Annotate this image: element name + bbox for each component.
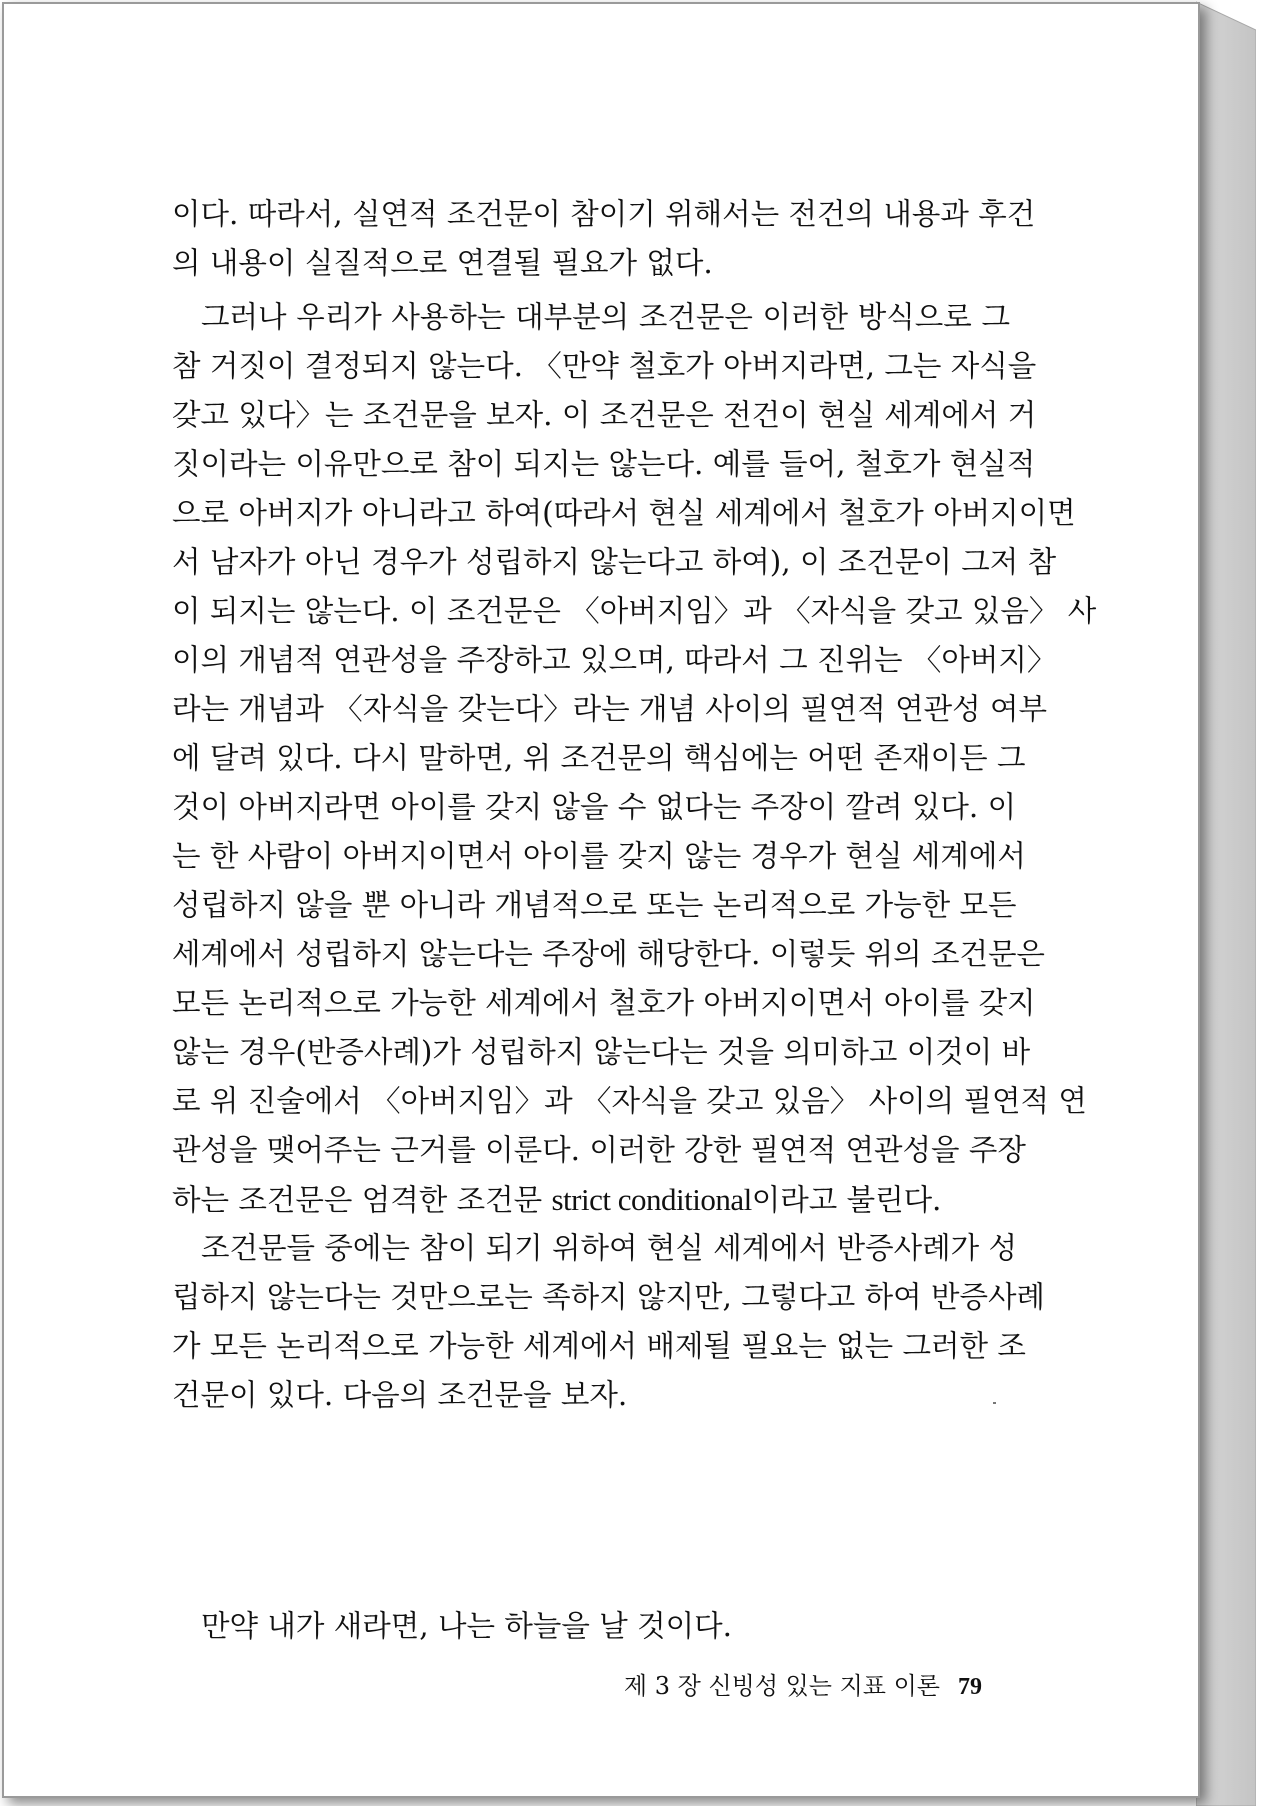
text-line: 성립하지 않을 뿐 아니라 개념적으로 또는 논리적으로 가능한 모든	[172, 888, 1017, 922]
text-line: 세계에서 성립하지 않는다는 주장에 해당한다. 이렇듯 위의 조건문은	[172, 937, 1045, 971]
text-line: 것이 아버지라면 아이를 갖지 않을 수 없다는 주장이 깔려 있다. 이	[172, 790, 1017, 824]
text-line: 조건문들 중에는 참이 되기 위하여 현실 세계에서 반증사례가 성	[201, 1231, 1017, 1265]
text-line: 립하지 않는다는 것만으로는 족하지 않지만, 그렇다고 하여 반증사례	[172, 1280, 1045, 1314]
text-line: 서 남자가 아닌 경우가 성립하지 않는다고 하여), 이 조건문이 그저 참	[172, 545, 1057, 579]
english-term: strict conditional	[551, 1182, 752, 1217]
text-line: 건문이 있다. 다음의 조건문을 보자.	[172, 1378, 628, 1412]
text-line: 관성을 맺어주는 근거를 이룬다. 이러한 강한 필연적 연관성을 주장	[172, 1133, 1026, 1167]
page-number: 79	[958, 1674, 982, 1700]
book-side-edge	[1196, 0, 1256, 1806]
example-sentence: 만약 내가 새라면, 나는 하늘을 날 것이다.	[201, 1609, 732, 1643]
text-fragment: 하는 조건문은 엄격한 조건문	[172, 1183, 552, 1217]
body-text	[172, 190, 1097, 1420]
text-line: 가 모든 논리적으로 가능한 세계에서 배제될 필요는 없는 그러한 조	[172, 1329, 1026, 1363]
text-line: 갖고 있다〉는 조건문을 보자. 이 조건문은 전건이 현실 세계에서 거	[172, 398, 1037, 432]
chapter-title: 제 3 장 신빙성 있는 지표 이론	[623, 1672, 940, 1700]
text-line: 않는 경우(반증사례)가 성립하지 않는다는 것을 의미하고 이것이 바	[172, 1035, 1031, 1069]
text-line: 그러나 우리가 사용하는 대부분의 조건문은 이러한 방식으로 그	[201, 300, 1010, 334]
paragraph-2	[172, 293, 1097, 1224]
text-line: 으로 아버지가 아니라고 하여(따라서 현실 세계에서 철호가 아버지이면	[172, 496, 1076, 530]
text-line: 에 달려 있다. 다시 말하면, 위 조건문의 핵심에는 어떤 존재이든 그	[172, 741, 1026, 775]
text-line: 는 한 사람이 아버지이면서 아이를 갖지 않는 경우가 현실 세계에서	[172, 839, 1026, 873]
book-page	[2, 2, 1200, 1798]
paragraph-3	[172, 1224, 1045, 1420]
text-line: 이의 개념적 연관성을 주장하고 있으며, 따라서 그 진위는 〈아버지〉	[172, 643, 1057, 677]
text-line: 로 위 진술에서 〈아버지임〉과 〈자식을 갖고 있음〉 사이의 필연적 연	[172, 1084, 1087, 1118]
scan-speck	[993, 1402, 996, 1404]
text-line: 참 거짓이 결정되지 않는다. 〈만약 철호가 아버지라면, 그는 자식을	[172, 349, 1037, 383]
running-footer	[612, 1666, 982, 1701]
text-line: 이 되지는 않는다. 이 조건문은 〈아버지임〉과 〈자식을 갖고 있음〉 사	[172, 594, 1097, 628]
text-line: 라는 개념과 〈자식을 갖는다〉라는 개념 사이의 필연적 연관성 여부	[172, 692, 1047, 726]
text-fragment: 이라고 불린다.	[751, 1183, 942, 1217]
text-line: 짓이라는 이유만으로 참이 되지는 않는다. 예를 들어, 철호가 현실적	[172, 447, 1036, 481]
text-line-with-term	[172, 1175, 1010, 1224]
text-line: 의 내용이 실질적으로 연결될 필요가 없다.	[172, 246, 713, 280]
paragraph-1	[172, 190, 1036, 288]
text-line: 모든 논리적으로 가능한 세계에서 철호가 아버지이면서 아이를 갖지	[172, 986, 1036, 1020]
text-line: 이다. 따라서, 실연적 조건문이 참이기 위해서는 전건의 내용과 후건	[172, 197, 1036, 231]
